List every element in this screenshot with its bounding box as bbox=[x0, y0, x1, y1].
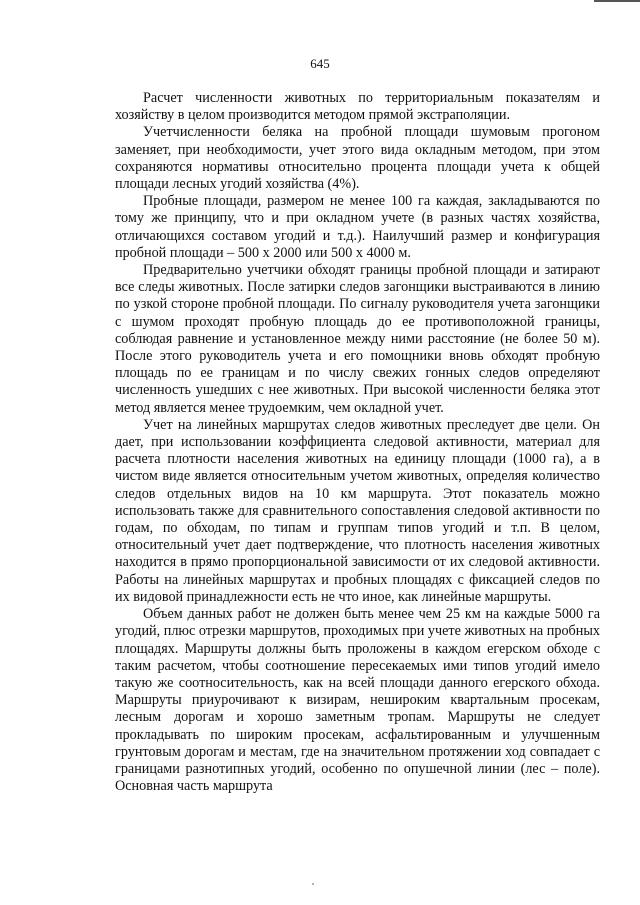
page-number: 645 bbox=[310, 56, 330, 71]
paragraph-6: Объем данных работ не должен быть менее чем 25 км на каждые 5000 га угодий, плюс отрезки маршрутов, проходимых при учете животных на пробных площадях. Маршруты должны быть проложены в каждом егерском обходе с таким расчетом, чтобы соотношение пересекаемых ими типов угодий имело такую же соотносительность, как на всей площади данного егерского обхода. Маршруты приурочивают к визирам, нешироким квартальным просекам, лесным дорогам и хорошо заметным тропам. Маршруты не следует прокладывать по широким просекам, асфальтированным и улучшенным грунтовым дорогам и местам, где на значительном протяжении ход совпадает с границами разнотипных угодий, особенно по опушечной линии (лес – поле). Основная часть маршрута bbox=[115, 606, 600, 795]
scan-edge-mark bbox=[594, 0, 640, 2]
paragraph-2: Учетчисленности беляка на пробной площади шумовым прогоном заменяет, при необходимости, учет этого вида окладным методом, при этом сохраняются нормативы относительно процента площади учета к общей площади лесных угодий хозяйства (4%). bbox=[115, 124, 600, 193]
document-body bbox=[115, 90, 600, 795]
paragraph-4: Предварительно учетчики обходят границы пробной площади и затирают все следы животных. После затирки следов загонщики выстраиваются в линию по узкой стороне пробной площади. По сигналу руководителя учета загонщики с шумом проходят пробную площадь до ее противоположной границы, соблюдая равнение и установленное между ними расстояние (не более 50 м). После этого руководитель учета и его помощники вновь обходят пробную площадь по ее границам и по числу свежих гонных следов определяют численность ушедших с нее животных. При высокой численности беляка этот метод является менее трудоемким, чем окладной учет. bbox=[115, 262, 600, 416]
paragraph-5: Учет на линейных маршрутах следов животных преследует две цели. Он дает, при использовании коэффициента следовой активности, материал для расчета плотности населения животных на единицу площади (1000 га), а в чистом виде является относительным учетом животных, определяя количество следов отдельных видов на 10 км маршрута. Этот показатель можно использовать также для сравнительного сопоставления следовой активности по годам, по обходам, по типам и группам типов угодий и т.п. В целом, относительный учет дает подтверждение, что плотность населения животных находится в прямо пропорциональной зависимости от их следовой активности. Работы на линейных маршрутах и пробных площадях с фиксацией следов по их видовой принадлежности есть не что иное, как линейные маршруты. bbox=[115, 416, 600, 605]
paragraph-1: Расчет численности животных по территориальным показателям и хозяйству в целом производится методом прямой экстраполяции. bbox=[115, 90, 600, 124]
scan-artifact-dot bbox=[312, 883, 314, 885]
paragraph-3: Пробные площади, размером не менее 100 га каждая, закладываются по тому же принципу, что и при окладном учете (в разных частях хозяйства, отличающихся составом угодий и т.д.). Наилучший размер и конфигурация пробной площади – 500 х 2000 или 500 х 4000 м. bbox=[115, 193, 600, 261]
